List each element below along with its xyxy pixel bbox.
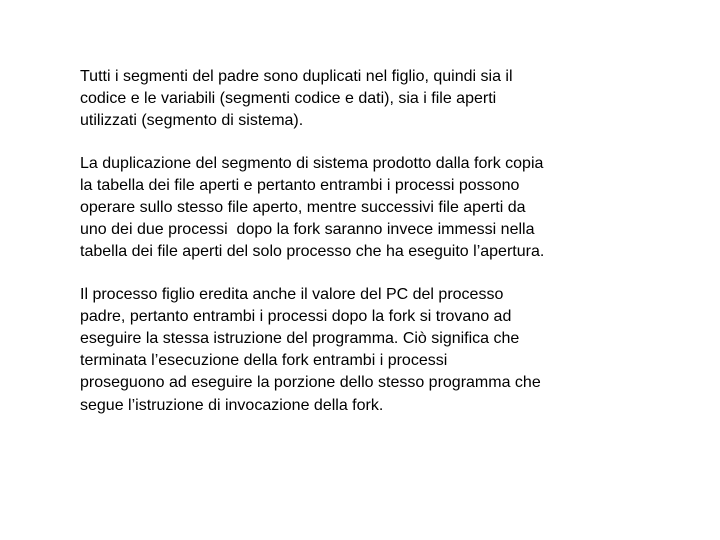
slide-body — [80, 66, 640, 437]
paragraph-line: utilizzati (segmento di sistema). — [80, 112, 304, 130]
paragraph-line: eseguire la stessa istruzione del programma. Ciò significa che — [80, 330, 520, 348]
paragraph-line: operare sullo stesso file aperto, mentre successivi file aperti da — [80, 199, 526, 217]
paragraph-line: La duplicazione del segmento di sistema prodotto dalla fork copia — [80, 154, 544, 172]
paragraph-line: codice e le variabili (segmenti codice e dati), sia i file aperti — [80, 90, 497, 108]
paragraph-line: padre, pertanto entrambi i processi dopo la fork si trovano ad — [80, 307, 512, 325]
paragraph-line: la tabella dei file aperti e pertanto entrambi i processi possono — [80, 176, 520, 194]
paragraph-line: Il processo figlio eredita anche il valore del PC del processo — [80, 285, 504, 303]
paragraph-line: tabella dei file aperti del solo processo che ha eseguito l’apertura. — [80, 243, 545, 261]
paragraph-open-files-table — [80, 153, 640, 264]
paragraph-line: uno dei due processi dopo la fork saranno invece immessi nella — [80, 221, 535, 239]
paragraph-line: segue l’istruzione di invocazione della fork. — [80, 396, 384, 414]
paragraph-program-counter — [80, 284, 640, 417]
paragraph-line: Tutti i segmenti del padre sono duplicati nel figlio, quindi sia il — [80, 68, 513, 85]
paragraph-line: proseguono ad eseguire la porzione dello stesso programma che — [80, 374, 541, 392]
paragraph-line: terminata l’esecuzione della fork entrambi i processi — [80, 352, 448, 370]
paragraph-segment-duplication — [80, 66, 640, 133]
